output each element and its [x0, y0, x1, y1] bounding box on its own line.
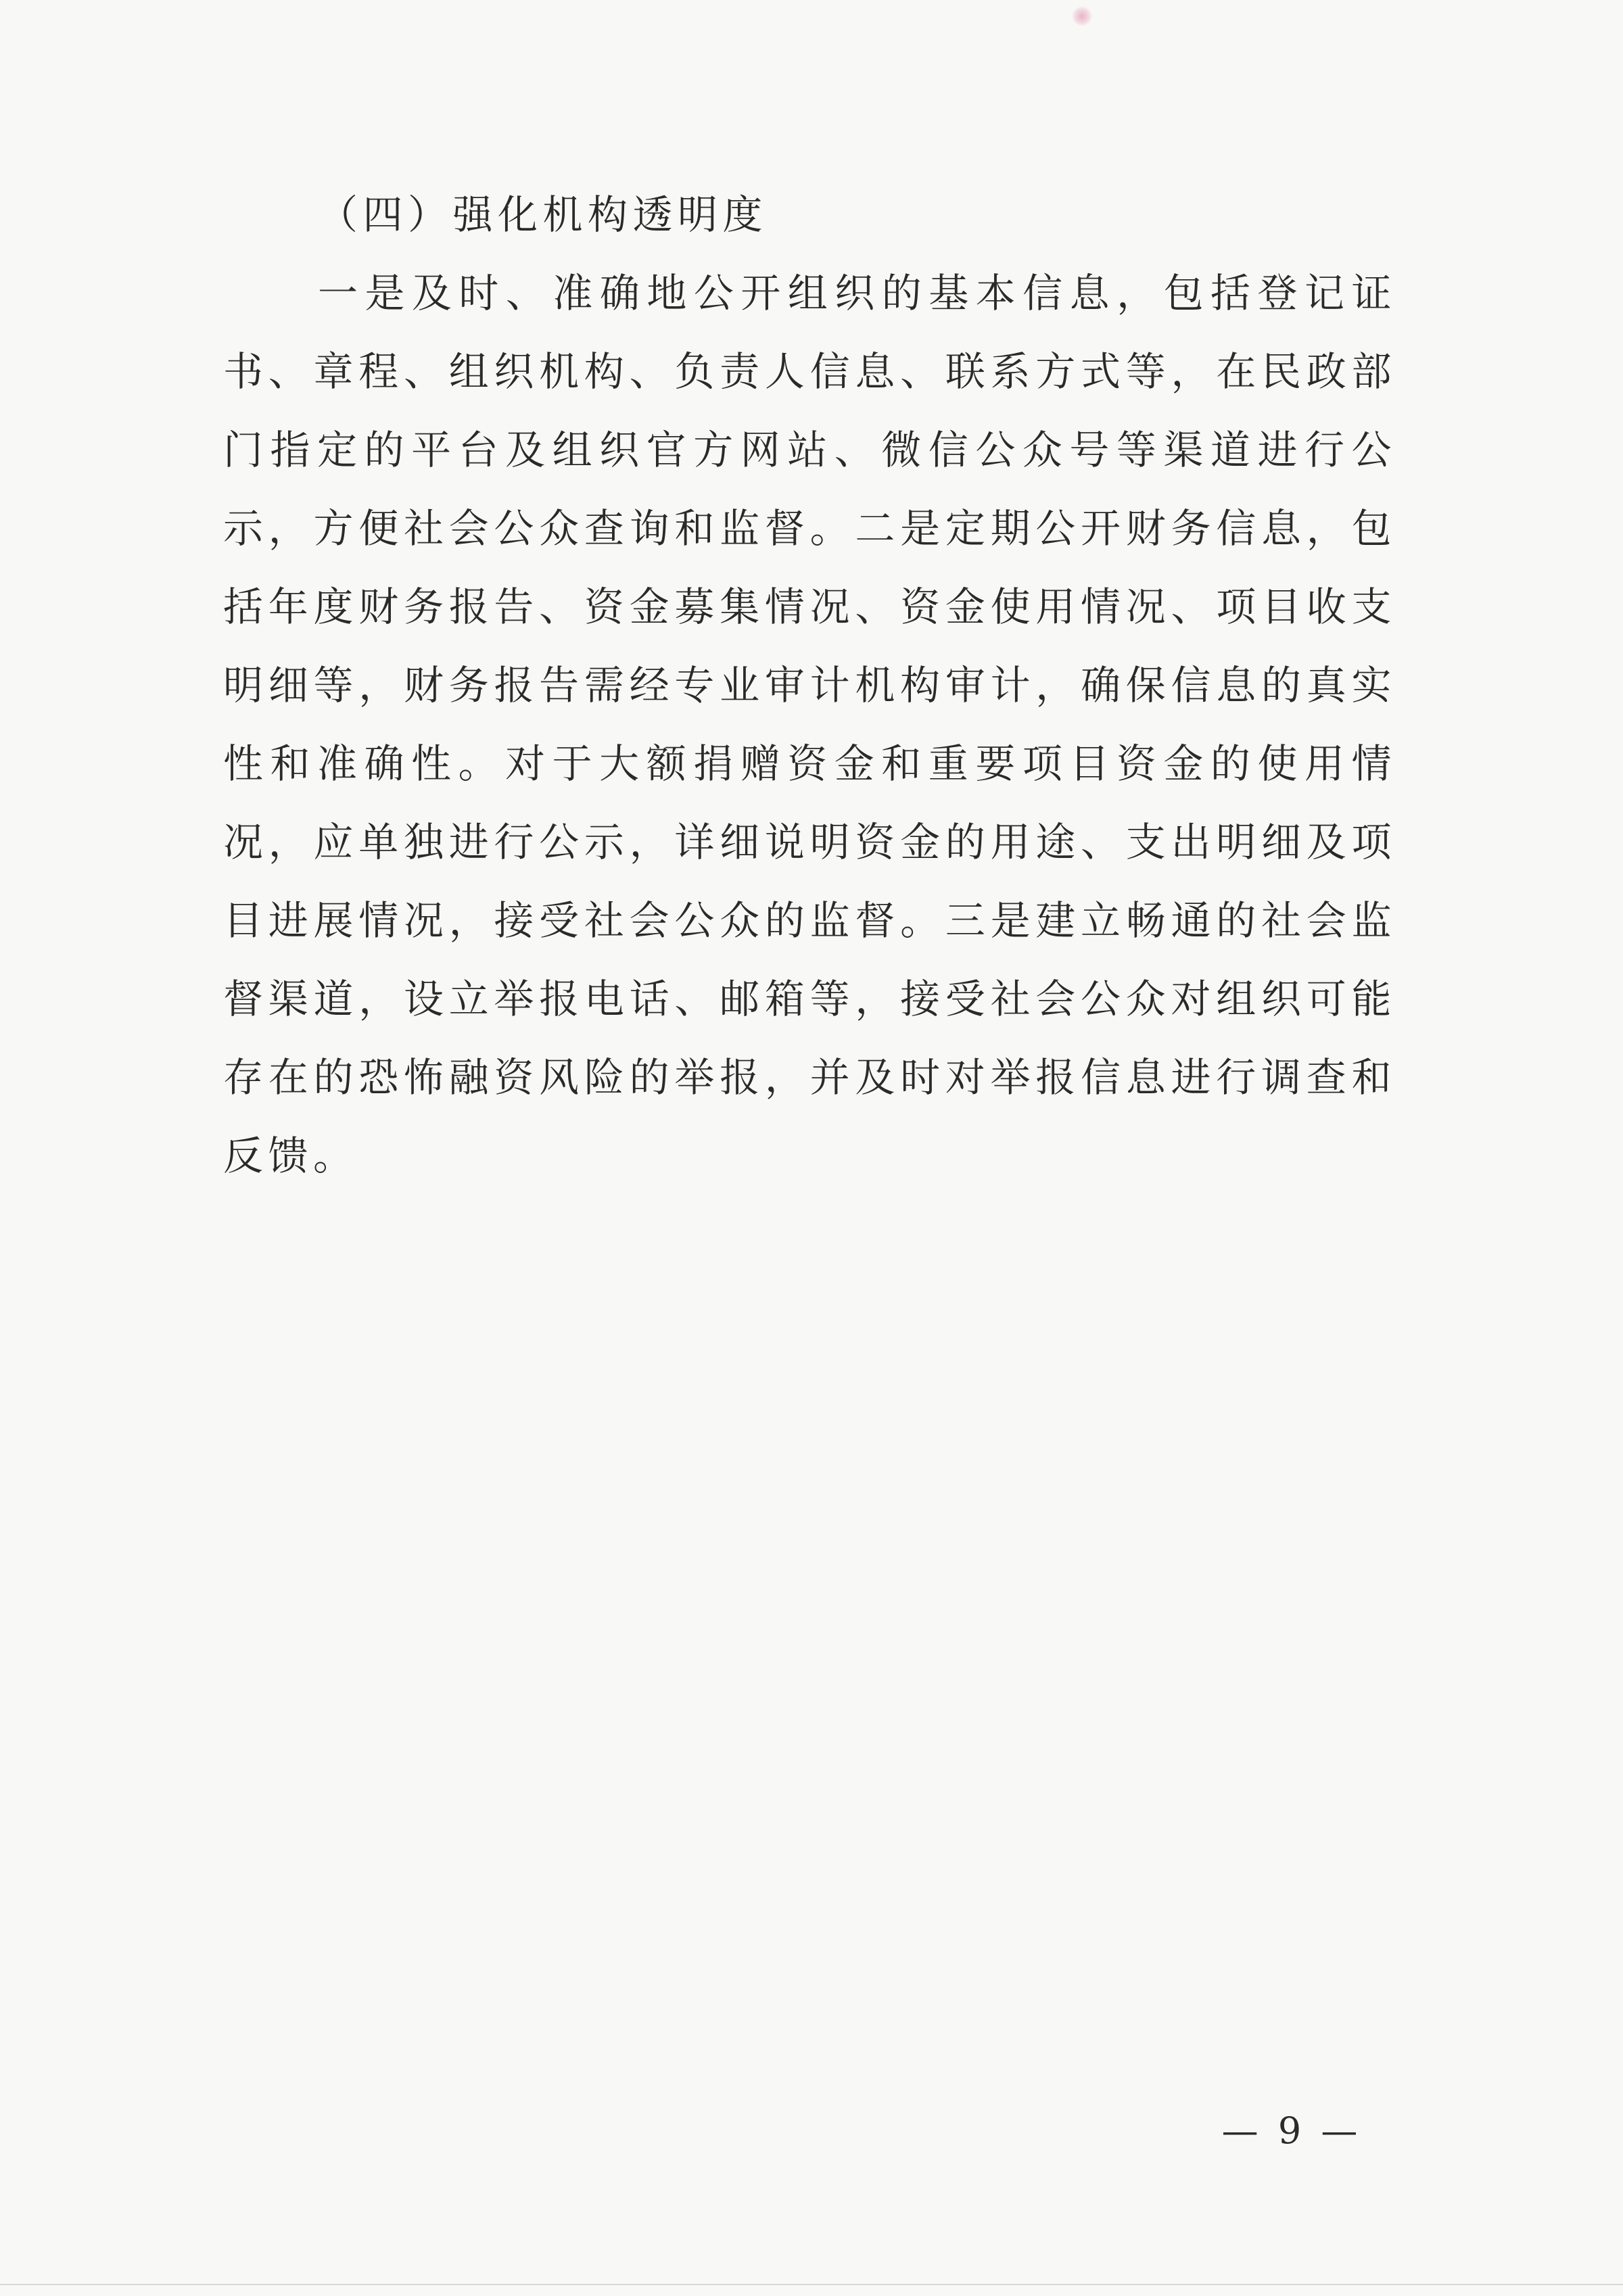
scan-speck: [1072, 7, 1092, 26]
scan-bottom-edge: [0, 2284, 1623, 2285]
section-heading: （四）强化机构透明度: [318, 191, 768, 238]
body-paragraph: 一是及时、准确地公开组织的基本信息，包括登记证书、章程、组织机构、负责人信息、联系方式等，在民政部门指定的平台及组织官方网站、微信公众号等渠道进行公示，方便社会公众查询和监督。二是定期公开财务信息，包括年度财务报告、资金募集情况、资金使用情况、项目收支明细等，财务报告需经专业审计机构审计，确保信息的真实性和准确性。对于大额捐赠资金和重要项目资金的使用情况，应单独进行公示，详细说明资金的用途、支出明细及项目进展情况，接受社会公众的监督。三是建立畅通的社会监督渠道，设立举报电话、邮箱等，接受社会公众对组织可能存在的恐怖融资风险的举报，并及时对举报信息进行调查和反馈。: [223, 270, 1396, 1179]
document-body: [223, 176, 1396, 1195]
page-number: — 9 —: [1221, 2109, 1362, 2152]
